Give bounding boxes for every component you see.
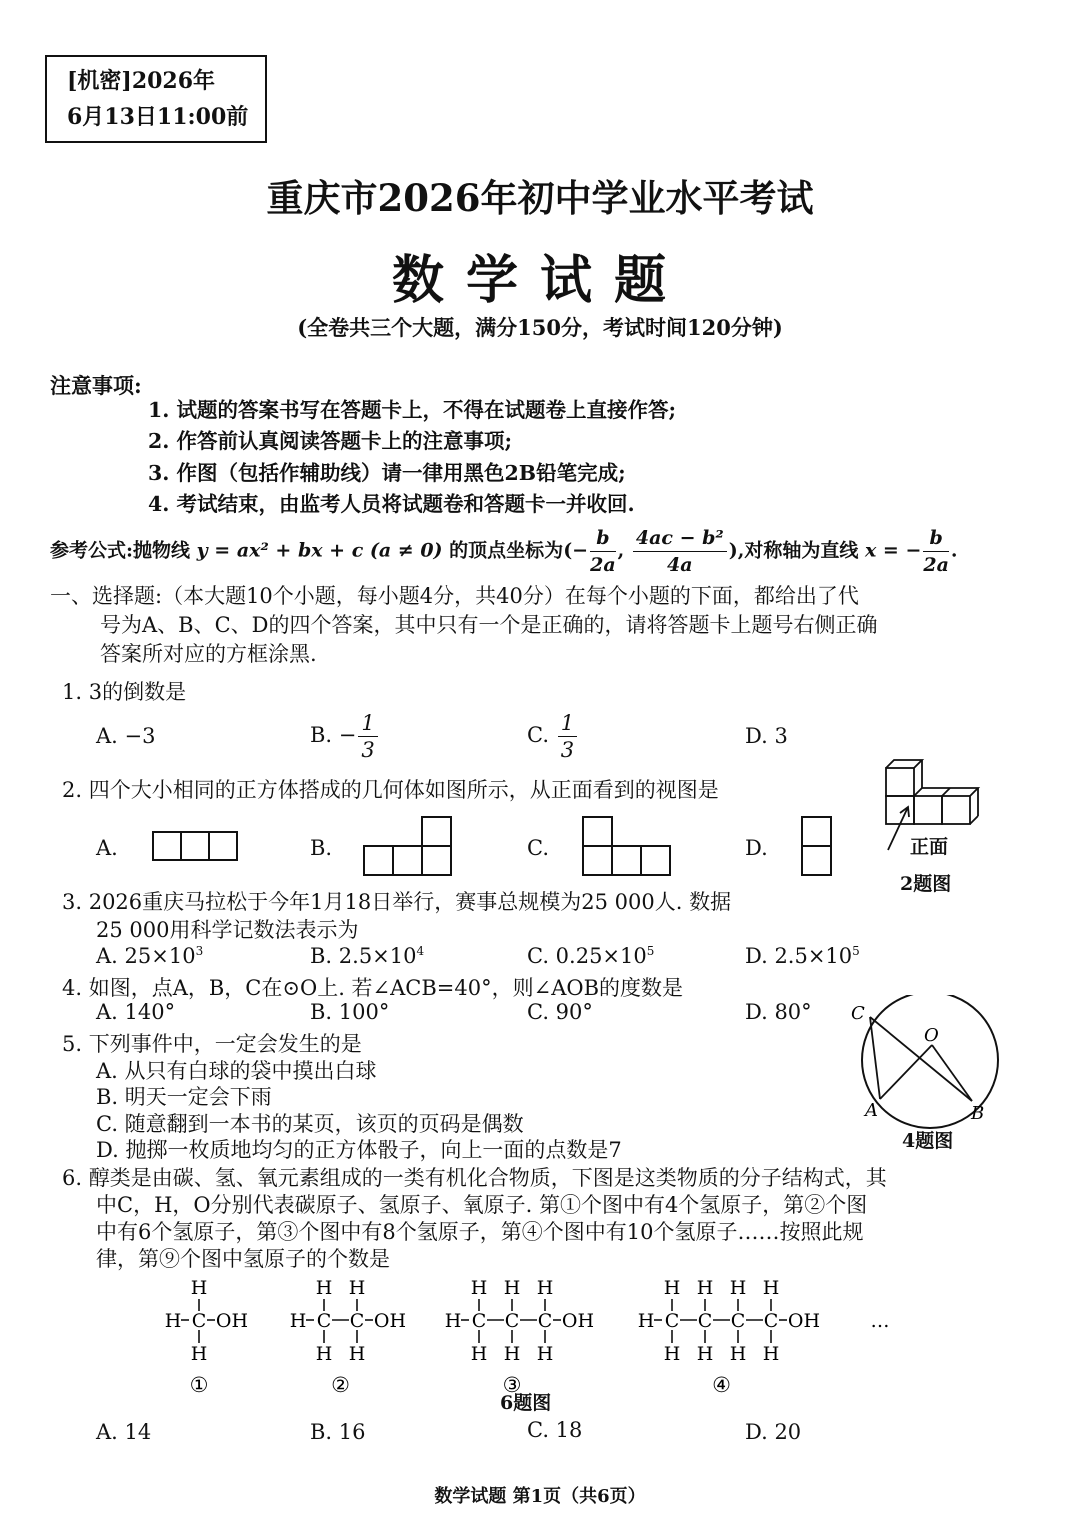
section-1-line2: 号为A、B、C、D的四个答案，其中只有一个是正确的，请将答题卡上题号右侧正确 xyxy=(100,613,878,637)
formula-suffix: ,对称轴为直线 xyxy=(737,539,859,562)
h-atom: H xyxy=(315,1277,333,1299)
q2-option-d-figure xyxy=(800,815,836,877)
vertex-x-num: b xyxy=(590,525,616,552)
h-atom: H xyxy=(729,1277,747,1299)
h-atom: H xyxy=(289,1310,307,1332)
q6-line3: 中有6个氢原子，第③个图中有8个氢原子，第④个图中有10个氢原子……按照此规 xyxy=(96,1220,864,1244)
figure-label-1: ① xyxy=(189,1373,209,1397)
q1-b-fraction xyxy=(358,710,377,763)
h-atom: H xyxy=(536,1343,554,1365)
axis-den: 2a xyxy=(923,554,949,576)
h-atom: H xyxy=(696,1277,714,1299)
figure-label-3: ③ xyxy=(502,1373,522,1397)
q4-option-a: A. 140° xyxy=(96,1000,176,1024)
q1-c-num: 1 xyxy=(558,710,577,737)
notice-item-2: 2. 作答前认真阅读答题卡上的注意事项; xyxy=(148,429,513,453)
q3-d-text: D. 2.5×10 xyxy=(745,944,853,968)
q6-option-a: A. 14 xyxy=(96,1420,152,1444)
h-atom: H xyxy=(729,1343,747,1365)
q3-a-exp: 3 xyxy=(195,944,204,958)
h-atom: H xyxy=(503,1343,521,1365)
h-atom: H xyxy=(348,1343,366,1365)
q3-line2: 25 000用科学记数法表示为 xyxy=(96,918,359,942)
paper-note: (全卷共三个大题，满分150分，考试时间120分钟) xyxy=(297,315,783,340)
notice-item-1: 1. 试题的答案书写在答题卡上，不得在试题卷上直接作答; xyxy=(148,398,677,422)
q6-line2: 中C，H，O分别代表碳原子、氢原子、氧原子. 第①个图中有4个氢原子，第②个图 xyxy=(96,1193,868,1217)
q5-option-a: A. 从只有白球的袋中摸出白球 xyxy=(96,1059,377,1083)
q2-option-a-figure xyxy=(152,829,242,864)
q6-option-d: D. 20 xyxy=(745,1420,802,1444)
formula-prefix: 参考公式:抛物线 xyxy=(50,539,191,562)
section-1-instructions xyxy=(50,582,1010,669)
reference-formula: 参考公式:抛物线 y = ax² + bx + c (a ≠ 0) 的顶点坐标为(− $\frac{b}{2a}$ , $\frac{\text{4ac − b²}}{4a}$ ),对称轴为直线 x = − $\frac{b}{2a}$ . xyxy=(50,527,958,576)
vertex-x-fraction xyxy=(590,525,616,578)
figure-label-4: ④ xyxy=(712,1373,731,1397)
subject-title: 数学试题 xyxy=(391,250,688,311)
confidential-line2: 6月13日11:00前 xyxy=(67,104,249,130)
q2-option-c-figure xyxy=(582,815,677,877)
h-atom: H xyxy=(470,1277,488,1299)
c-atom: C xyxy=(537,1310,553,1332)
oh-group: OH xyxy=(215,1310,249,1332)
q5-option-d: D. 抛掷一枚质地均匀的正方体骰子，向上一面的点数是7 xyxy=(96,1138,622,1162)
q3-b-exp: 4 xyxy=(416,944,425,958)
q1-b-label: B. xyxy=(310,723,333,747)
q2-stem: 2. 四个大小相同的正方体搭成的几何体如图所示，从正面看到的视图是 xyxy=(62,778,719,802)
q1-option-a: A. −3 xyxy=(96,724,156,748)
h-atom: H xyxy=(315,1343,333,1365)
c-atom: C xyxy=(763,1310,779,1332)
q5-option-b: B. 明天一定会下雨 xyxy=(96,1085,272,1109)
confidential-box xyxy=(45,55,267,143)
h-atom: H xyxy=(637,1310,655,1332)
q1-option-d: D. 3 xyxy=(745,724,788,748)
q4-stem: 4. 如图，点A，B，C在⊙O上. 若∠ACB=40°，则∠AOB的度数是 xyxy=(62,976,684,1000)
q3-c-text: C. 0.25×10 xyxy=(527,944,647,968)
h-atom: H xyxy=(536,1277,554,1299)
q1-c-label: C. xyxy=(527,723,549,747)
notice-title: 注意事项: xyxy=(50,373,142,398)
q2-option-a-label: A. xyxy=(96,836,118,860)
q6-caption: 6题图 xyxy=(500,1392,552,1414)
c-atom: C xyxy=(471,1310,487,1332)
formula-expr: y = ax² + bx + c (a ≠ 0) xyxy=(196,539,443,562)
c-atom: C xyxy=(697,1310,713,1332)
q1-option-c xyxy=(527,710,579,763)
point-c-label: C xyxy=(851,1003,865,1024)
q3-option-c xyxy=(527,944,654,968)
q3-a-text: A. 25×10 xyxy=(96,944,196,968)
point-o-label: O xyxy=(924,1025,939,1046)
q1-b-den: 3 xyxy=(361,738,375,762)
q6-line1: 6. 醇类是由碳、氢、氧元素组成的一类有机化合物质，下图是这类物质的分子结构式，其 xyxy=(62,1166,887,1190)
notice-item-3: 3. 作图（包括作辅助线）请一律用黑色2B铅笔完成; xyxy=(148,461,626,485)
vertex-y-fraction xyxy=(633,525,727,578)
page-footer: 数学试题 第1页（共6页） xyxy=(434,1486,646,1507)
c-atom: C xyxy=(316,1310,332,1332)
h-atom: H xyxy=(444,1310,462,1332)
h-atom: H xyxy=(663,1343,681,1365)
q3-option-b xyxy=(310,944,424,968)
h-atom: H xyxy=(470,1343,488,1365)
h-atom: H xyxy=(503,1277,521,1299)
q1-c-den: 3 xyxy=(560,738,575,762)
axis-lhs: x = − xyxy=(864,539,922,562)
oh-group: OH xyxy=(561,1310,595,1332)
axis-fraction xyxy=(923,525,949,578)
h-atom: H xyxy=(190,1277,208,1299)
figure-label-2: ② xyxy=(331,1373,350,1397)
exam-title: 重庆市2026年初中学业水平考试 xyxy=(266,176,814,220)
q3-b-text: B. 2.5×10 xyxy=(310,944,417,968)
h-atom: H xyxy=(348,1277,366,1299)
q2-front-label: 正面 xyxy=(910,836,949,858)
notice-item-4: 4. 考试结束，由监考人员将试题卷和答题卡一并收回. xyxy=(148,492,635,516)
vertex-y-den: 4a xyxy=(667,554,693,576)
c-atom: C xyxy=(349,1310,365,1332)
point-b-label: B xyxy=(971,1103,985,1124)
h-atom: H xyxy=(190,1343,208,1365)
axis-num: b xyxy=(923,525,949,552)
q1-stem: 1. 3的倒数是 xyxy=(62,680,187,704)
confidential-line1: [机密]2026年 xyxy=(67,68,216,94)
c-atom: C xyxy=(730,1310,746,1332)
oh-group: OH xyxy=(373,1310,407,1332)
q1-b-sign: − xyxy=(338,723,357,747)
q3-option-a xyxy=(96,944,203,968)
c-atom: C xyxy=(504,1310,520,1332)
q3-line1: 3. 2026重庆马拉松于今年1月18日举行，赛事总规模为25 000人. 数据 xyxy=(62,890,732,914)
vertex-y-num: 4ac − b² xyxy=(633,525,727,552)
q1-c-fraction xyxy=(558,710,577,763)
formula-mid: 的顶点坐标为 xyxy=(449,539,564,562)
h-atom: H xyxy=(696,1343,714,1365)
q4-caption: 4题图 xyxy=(902,1130,954,1152)
q2-option-b-figure xyxy=(363,815,458,877)
q2-option-d-label: D. xyxy=(745,836,768,860)
q3-c-exp: 5 xyxy=(646,944,655,958)
q6-option-b: B. 16 xyxy=(310,1420,366,1444)
q5-option-c: C. 随意翻到一本书的某页，该页的页码是偶数 xyxy=(96,1112,524,1136)
q2-option-c-label: C. xyxy=(527,836,549,860)
section-1-line3: 答案所对应的方框涂黑. xyxy=(100,642,317,666)
q2-caption: 2题图 xyxy=(900,873,952,895)
q4-circle-figure xyxy=(845,995,1005,1130)
q3-d-exp: 5 xyxy=(852,944,860,958)
c-atom: C xyxy=(664,1310,680,1332)
q6-line4: 律，第⑨个图中氢原子的个数是 xyxy=(96,1247,390,1271)
oh-group: OH xyxy=(787,1310,821,1332)
q3-option-d xyxy=(745,944,860,968)
h-atom: H xyxy=(164,1310,182,1332)
q5-stem: 5. 下列事件中，一定会发生的是 xyxy=(62,1032,362,1056)
ellipsis: … xyxy=(870,1310,890,1332)
q1-b-num: 1 xyxy=(358,710,377,737)
q1-option-b xyxy=(310,710,380,763)
section-1-line1: 一、选择题:（本大题10个小题，每小题4分，共40分）在每个小题的下面，都给出了代 xyxy=(50,584,859,608)
h-atom: H xyxy=(762,1277,780,1299)
q4-option-c: C. 90° xyxy=(527,1000,593,1024)
q2-option-b-label: B. xyxy=(310,836,333,860)
h-atom: H xyxy=(663,1277,681,1299)
c-atom: C xyxy=(191,1310,207,1332)
h-atom: H xyxy=(762,1343,780,1365)
point-a-label: A xyxy=(865,1100,878,1121)
q4-option-b: B. 100° xyxy=(310,1000,390,1024)
vertex-x-den: 2a xyxy=(590,554,616,576)
q4-option-d: D. 80° xyxy=(745,1000,812,1024)
q6-option-c: C. 18 xyxy=(527,1418,583,1442)
